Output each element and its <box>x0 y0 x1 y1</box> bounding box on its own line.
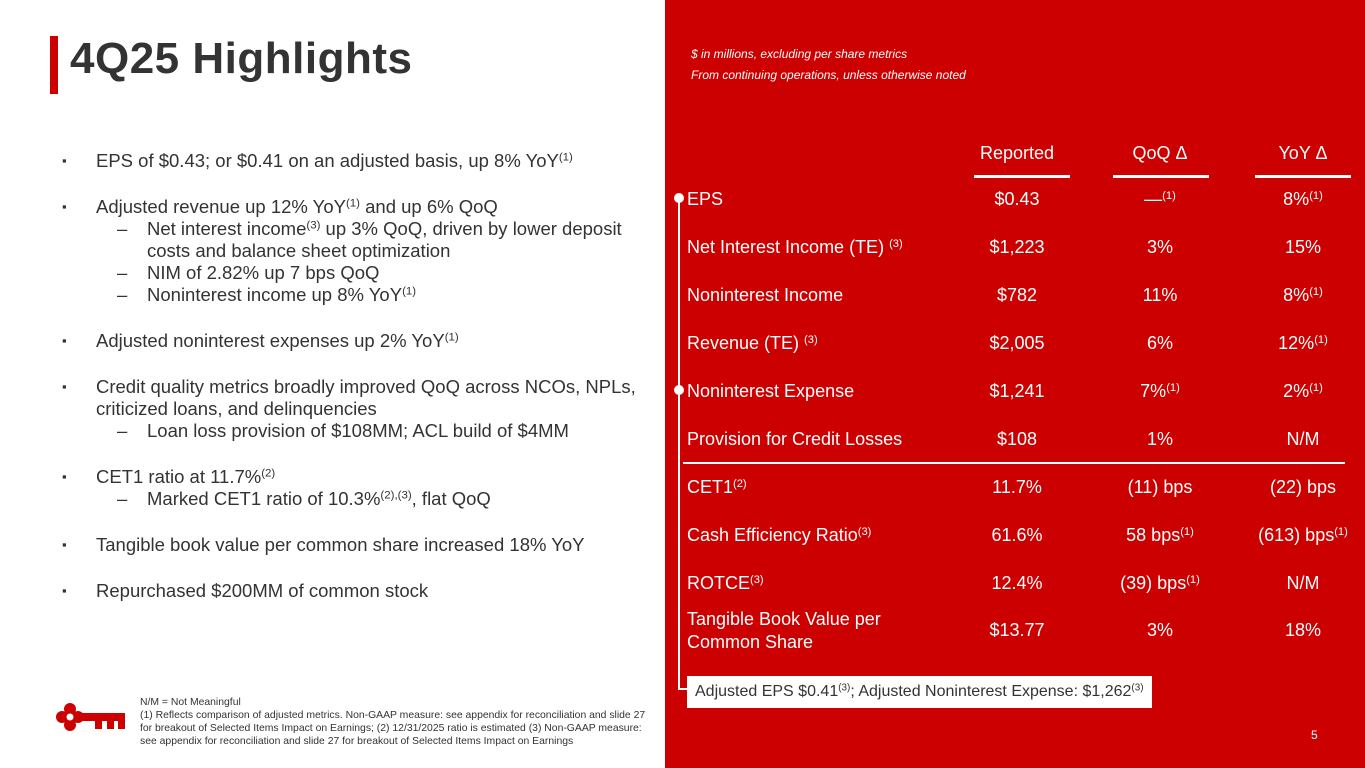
highlights-list <box>62 150 652 602</box>
adjusted-metrics-box: Adjusted EPS $0.41$^{(3)}$; Adjusted Noninterest Expense: $1,262$^{(3)}$ <box>687 676 1152 708</box>
table-row: Noninterest Expense $1,241 7%$^{(1)}$ 2%$^{(1)}$ <box>687 381 1323 401</box>
sub-bullet-nii: – Net interest income$^{(3)}$ up 3% QoQ, driven by lower deposit costs and balance sheet optimization <box>117 218 622 261</box>
table-row: Net Interest Income (TE) $^{(3)}$ $1,223 3% 15% <box>687 237 1322 257</box>
header-qoq: QoQ Δ <box>1132 143 1188 163</box>
table-row: Provision for Credit Losses $108 1% N/M <box>687 429 1320 449</box>
header-underline <box>1255 175 1351 178</box>
footnotes <box>140 696 658 748</box>
header-reported: Reported <box>979 143 1055 163</box>
table-row: EPS $0.43 —$^{(1)}$ 8%$^{(1)}$ <box>687 189 1323 209</box>
page-number: 5 <box>1311 728 1318 742</box>
table-row: Cash Efficiency Ratio$^{(3)}$ 61.6% 58 bps$^{(1)}$ (613) bps$^{(1)}$ <box>687 525 1348 545</box>
sub-bullet-marked-cet1: – Marked CET1 ratio of 10.3%$^{(2),(3)}$, flat QoQ <box>117 488 491 509</box>
bullet-tangible-book-value: ▪ Tangible book value per common share increased 18% YoY <box>62 534 585 555</box>
left-panel <box>0 0 665 768</box>
bullet-marker: ▪ <box>62 333 67 348</box>
note-continuing-ops: From continuing operations, unless otherwise noted <box>691 68 966 82</box>
title-accent-bar <box>50 36 58 94</box>
footnote-detail: (1) Reflects comparison of adjusted metrics. Non-GAAP measure: see appendix for reconciliation and slide 27 for breakout of Selected Items Impact on Earnings; (2) 12/31/2025 ratio is estimated (3) Non-GAAP measure: see appendix for reconciliation and slide 27 for breakout of Selected Items Impact on Earnings <box>140 710 646 747</box>
sub-bullet-nim: – NIM of 2.82% up 7 bps QoQ <box>117 262 380 283</box>
bullet-marker: ▪ <box>62 199 67 214</box>
sub-bullet-noninterest-income: – Noninterest income up 8% YoY$^{(1)}$ <box>117 284 417 305</box>
table-row: Tangible Book Value per Common Share $13.77 3% 18% <box>687 609 1322 652</box>
bullet-cet1: ▪ CET1 ratio at 11.7%$^{(2)}$ <box>62 466 276 487</box>
bullet-marker: ▪ <box>62 583 67 598</box>
bullet-marker: ▪ <box>62 153 67 168</box>
right-panel <box>665 0 1365 768</box>
footnote-nm: N/M = Not Meaningful <box>140 697 241 708</box>
table-row: CET1$^{(2)}$ 11.7% (11) bps (22) bps <box>687 477 1337 497</box>
header-yoy: YoY Δ <box>1278 143 1328 163</box>
bullet-marker: ▪ <box>62 537 67 552</box>
bullet-credit-quality: ▪ Credit quality metrics broadly improved QoQ across NCOs, NPLs, criticized loans, and delinquencies <box>62 376 636 419</box>
bullet-expenses: ▪ Adjusted noninterest expenses up 2% YoY$^{(1)}$ <box>62 330 459 351</box>
table-row: Revenue (TE) $^{(3)}$ $2,005 6% 12%$^{(1)}$ <box>687 333 1328 353</box>
bullet-marker: ▪ <box>62 379 67 394</box>
bullet-marker: ▪ <box>62 469 67 484</box>
bullet-repurchase: ▪ Repurchased $200MM of common stock <box>62 580 429 601</box>
table-row: ROTCE$^{(3)}$ 12.4% (39) bps$^{(1)}$ N/M <box>687 573 1320 593</box>
bullet-eps: ▪ EPS of $0.43; or $0.41 on an adjusted basis, up 8% YoY$^{(1)}$ <box>62 150 573 171</box>
header-underline <box>1113 175 1209 178</box>
key-logo-icon <box>55 702 127 732</box>
header-underline <box>974 175 1070 178</box>
page-title: 4Q25 Highlights <box>70 34 413 83</box>
sub-bullet-loan-loss: – Loan loss provision of $108MM; ACL build of $4MM <box>117 420 569 441</box>
bullet-revenue: ▪ Adjusted revenue up 12% YoY$^{(1)}$ and up 6% QoQ <box>62 196 498 217</box>
table-row: Noninterest Income $782 11% 8%$^{(1)}$ <box>687 285 1323 305</box>
note-units: $ in millions, excluding per share metrics <box>691 47 908 61</box>
table-divider <box>683 462 1345 464</box>
